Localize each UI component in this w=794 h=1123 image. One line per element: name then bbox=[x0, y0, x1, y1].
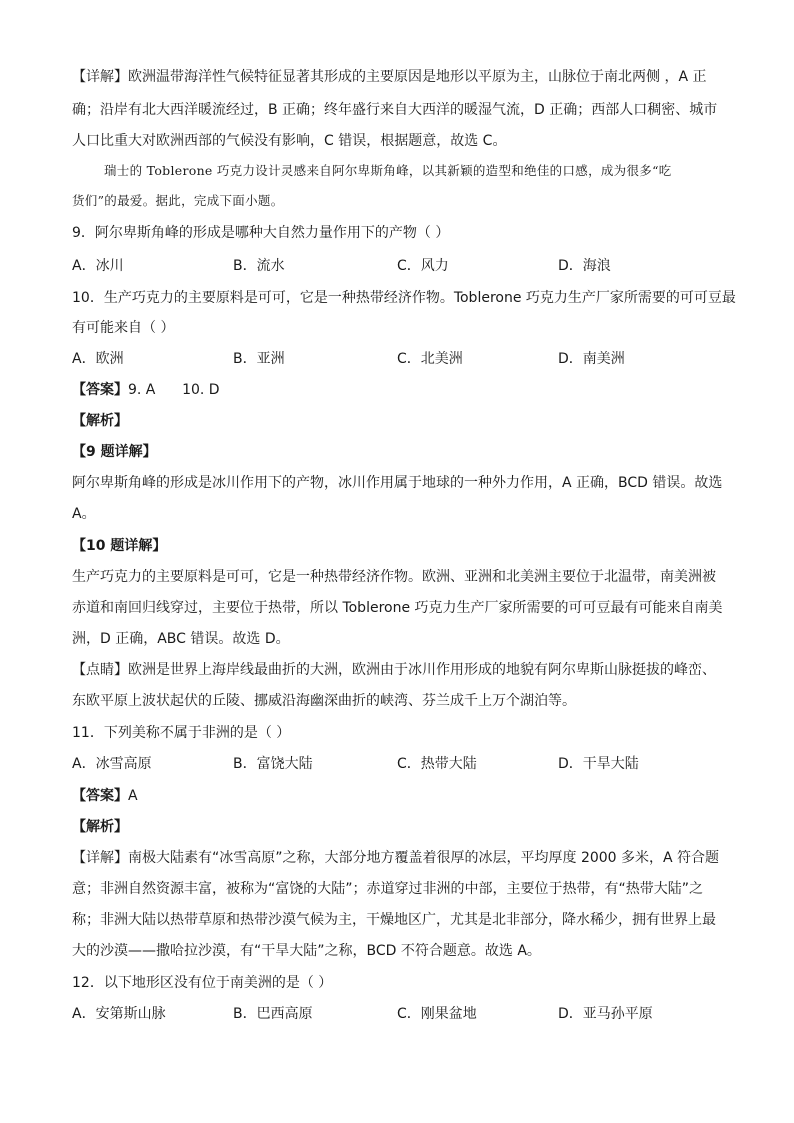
question-10-stem: 有可能来自（ ） bbox=[72, 320, 175, 336]
answer-11 bbox=[72, 787, 138, 805]
q12-option-a: A．安第斯山脉 bbox=[72, 1006, 166, 1022]
detail-10-title: 【10 题详解】 bbox=[72, 538, 167, 554]
q12-option-d: D．亚马孙平原 bbox=[558, 1006, 653, 1022]
question-11-stem: 11．下列美称不属于非洲的是（ ） bbox=[72, 725, 291, 741]
answer-tag: 【答案】 bbox=[72, 382, 128, 398]
q9-option-c: C．风力 bbox=[397, 258, 449, 274]
question-12-stem: 12．以下地形区没有位于南美洲的是（ ） bbox=[72, 975, 333, 991]
question-10-stem: 10．生产巧克力的主要原料是可可，它是一种热带经济作物。Toblerone 巧克力生产厂家所需要的可可豆最 bbox=[72, 290, 736, 306]
detail-11-line: 大的沙漠——撒哈拉沙漠，有“干旱大陆”之称，BCD 不符合题意。故选 A。 bbox=[72, 943, 541, 959]
context-paragraph: 瑞士的 Toblerone 巧克力设计灵感来自阿尔卑斯角峰，以其新颖的造型和绝佳的口感，成为很多“吃 bbox=[104, 163, 672, 178]
q9-option-b: B．流水 bbox=[233, 258, 285, 274]
detail-9-line: 阿尔卑斯角峰的形成是冰川作用下的产物，冰川作用属于地球的一种外力作用，A 正确，BCD 错误。故选 bbox=[72, 475, 723, 491]
q11-option-a: A．冰雪高原 bbox=[72, 756, 152, 772]
q10-option-b: B．亚洲 bbox=[233, 351, 285, 367]
answer-text: 9. A 10. D bbox=[128, 382, 220, 398]
q11-option-c: C．热带大陆 bbox=[397, 756, 477, 772]
context-paragraph: 货们”的最爱。据此，完成下面小题。 bbox=[72, 193, 284, 208]
key-point-line: 东欧平原上波状起伏的丘陵、挪威沿海幽深曲折的峡湾、芬兰成千上万个湖泊等。 bbox=[72, 693, 576, 709]
answer-text: A bbox=[128, 788, 138, 804]
detail-11-line: 【详解】南极大陆素有“冰雪高原”之称，大部分地方覆盖着很厚的冰层，平均厚度 2000 多米，A 符合题 bbox=[72, 850, 720, 866]
question-9-stem: 9．阿尔卑斯角峰的形成是哪种大自然力量作用下的产物（ ） bbox=[72, 225, 450, 241]
q12-option-c: C．刚果盆地 bbox=[397, 1006, 477, 1022]
explanation-line: 人口比重大对欧洲西部的气候没有影响，C 错误，根据题意，故选 C。 bbox=[72, 133, 507, 149]
detail-10-line: 洲，D 正确，ABC 错误。故选 D。 bbox=[72, 631, 290, 647]
detail-9-title: 【9 题详解】 bbox=[72, 444, 157, 460]
q12-option-b: B．巴西高原 bbox=[233, 1006, 313, 1022]
q10-option-c: C．北美洲 bbox=[397, 351, 463, 367]
detail-11-line: 称；非洲大陆以热带草原和热带沙漠气候为主，干燥地区广，尤其是北非部分，降水稀少，拥有世界上最 bbox=[72, 912, 716, 928]
q9-option-a: A．冰川 bbox=[72, 258, 124, 274]
analysis-tag: 【解析】 bbox=[72, 819, 128, 835]
explanation-line: 【详解】欧洲温带海洋性气候特征显著其形成的主要原因是地形以平原为主，山脉位于南北两侧 ，A 正 bbox=[72, 69, 707, 85]
detail-10-line: 赤道和南回归线穿过，主要位于热带，所以 Toblerone 巧克力生产厂家所需要的可可豆最有可能来自南美 bbox=[72, 600, 723, 616]
detail-11-line: 意；非洲自然资源丰富，被称为“富饶的大陆”；赤道穿过非洲的中部，主要位于热带，有“热带大陆”之 bbox=[72, 881, 704, 897]
detail-10-line: 生产巧克力的主要原料是可可，它是一种热带经济作物。欧洲、亚洲和北美洲主要位于北温带，南美洲被 bbox=[72, 569, 716, 585]
q11-option-d: D．干旱大陆 bbox=[558, 756, 639, 772]
analysis-tag: 【解析】 bbox=[72, 413, 128, 429]
detail-9-line: A。 bbox=[72, 506, 96, 522]
q10-option-a: A．欧洲 bbox=[72, 351, 124, 367]
q11-option-b: B．富饶大陆 bbox=[233, 756, 313, 772]
key-point-line: 【点睛】欧洲是世界上海岸线最曲折的大洲，欧洲由于冰川作用形成的地貌有阿尔卑斯山脉挺拔的峰峦、 bbox=[72, 662, 716, 678]
answer-9-10 bbox=[72, 381, 220, 399]
explanation-line: 确；沿岸有北大西洋暖流经过，B 正确；终年盛行来自大西洋的暖湿气流，D 正确；西部人口稠密、城市 bbox=[72, 102, 718, 118]
answer-tag: 【答案】 bbox=[72, 788, 128, 804]
q10-option-d: D．南美洲 bbox=[558, 351, 625, 367]
q9-option-d: D．海浪 bbox=[558, 258, 611, 274]
